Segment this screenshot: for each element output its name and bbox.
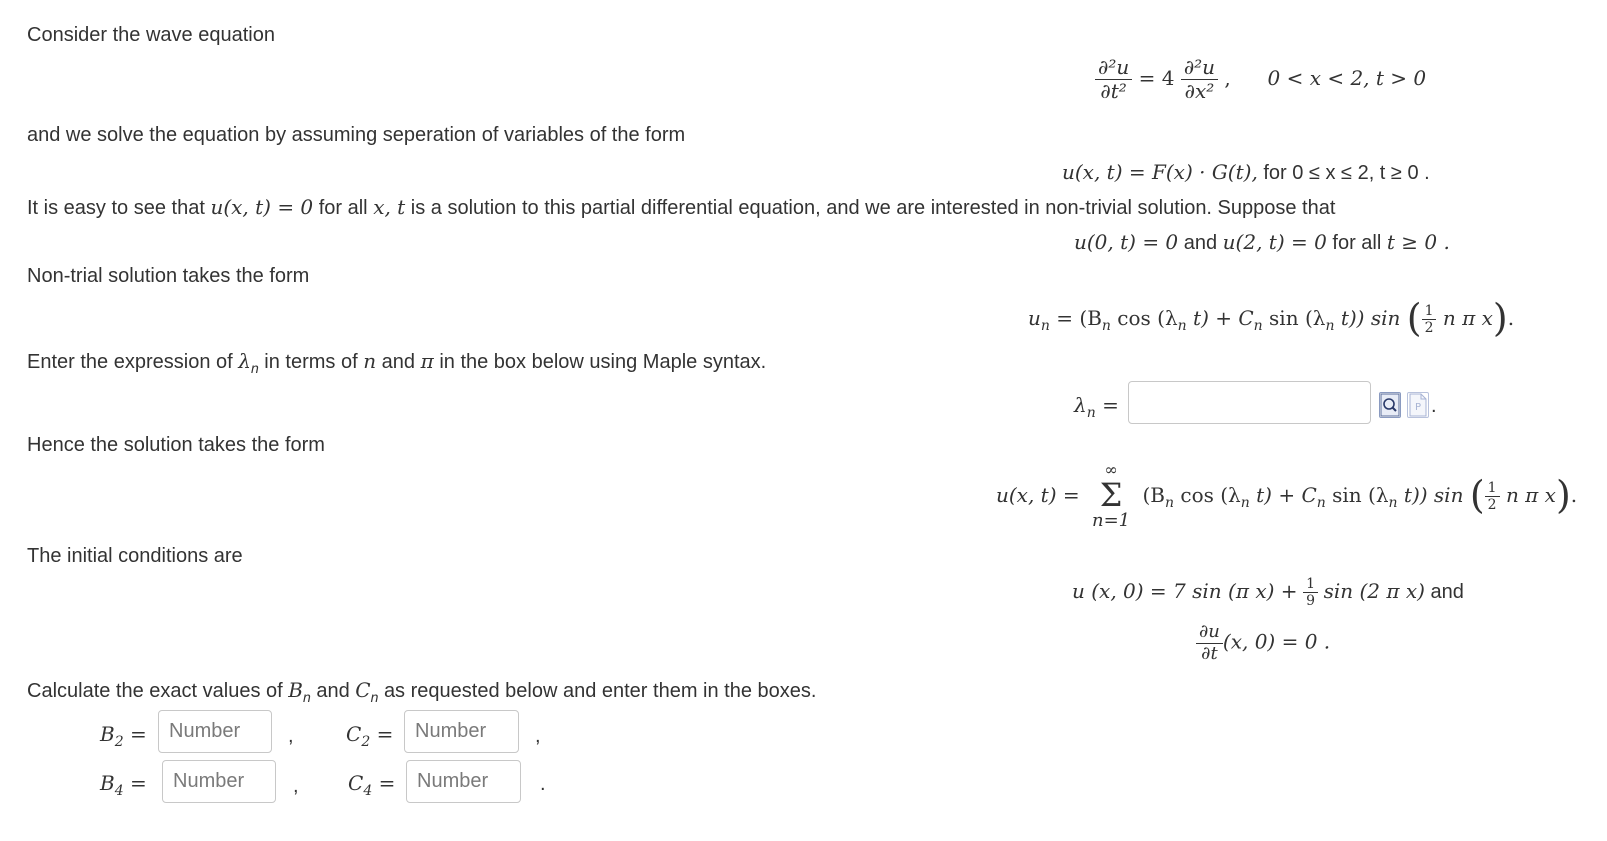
intro-text: Consider the wave equation — [27, 24, 275, 46]
c2-sub: 2 — [361, 734, 371, 750]
lambda-trailing-period: . — [1431, 395, 1437, 417]
c2-eq: = — [376, 722, 394, 746]
un-t1: t) + C — [1193, 306, 1254, 330]
wave-comma: , — [1224, 66, 1231, 90]
un-open-paren: ( — [1406, 296, 1422, 340]
lambda-label — [1074, 393, 1119, 421]
b2-label — [100, 722, 147, 750]
wave-rhs-num: ∂²u — [1181, 56, 1218, 80]
c2-input[interactable] — [404, 710, 519, 753]
series-end: . — [1570, 483, 1578, 508]
sum-top: ∞ — [1104, 460, 1118, 479]
ic1-rhs: sin (2 π x) — [1323, 578, 1425, 603]
boundary-right: u(2, t) = 0 — [1222, 230, 1327, 254]
wave-rhs-den: ∂x² — [1184, 79, 1215, 103]
wave-coeff: = 4 — [1138, 66, 1175, 90]
b4-comma: , — [293, 775, 299, 797]
calc-b-sub: n — [302, 689, 311, 705]
calc-prefix: Calculate the exact values of — [27, 680, 283, 702]
lambda-label-sym: λ — [1074, 393, 1087, 417]
series-cos: cos (λ — [1180, 483, 1241, 508]
b2-eq: = — [129, 722, 147, 746]
un-lhs: u — [1028, 306, 1041, 330]
b4-eq: = — [129, 771, 147, 795]
separation-equation — [1062, 160, 1430, 185]
series-b-sub: n — [1165, 495, 1175, 512]
ic2-rest: (x, 0) = 0 . — [1222, 629, 1331, 654]
lambda-prompt-pi: π — [420, 349, 434, 373]
trivial-vars: x, t — [373, 195, 406, 219]
calc-c-sub: n — [370, 689, 379, 705]
b4-input[interactable] — [162, 760, 276, 803]
series-l2-sub: n — [1388, 495, 1398, 512]
sum-sym: Σ — [1099, 475, 1123, 514]
un-half-den: 2 — [1424, 320, 1434, 336]
ic2-num: ∂u — [1196, 622, 1223, 644]
ic2-den: ∂t — [1201, 642, 1218, 664]
un-lhs-sub: n — [1040, 318, 1050, 334]
un-l1-sub: n — [1177, 318, 1187, 334]
c4-input[interactable] — [406, 760, 521, 803]
b4-sym: B — [100, 771, 115, 795]
lambda-prompt-sub: n — [250, 360, 259, 376]
trivial-line — [27, 195, 1335, 220]
series-body: (B — [1142, 483, 1165, 508]
un-l2-sub: n — [1325, 318, 1335, 334]
b2-comma: , — [288, 725, 294, 747]
series-half-num: 1 — [1485, 480, 1500, 497]
lambda-input[interactable] — [1128, 381, 1371, 424]
c4-sym: C — [348, 771, 364, 795]
lambda-label-eq: = — [1102, 393, 1119, 417]
b4-sub: 4 — [114, 783, 124, 799]
c2-sym: C — [346, 722, 362, 746]
sum-bot: n=1 — [1092, 510, 1131, 532]
trivial-expr: u(x, t) = 0 — [210, 195, 314, 219]
un-equation — [1028, 296, 1514, 340]
lambda-prompt-mid: in terms of — [264, 351, 358, 373]
wave-lhs-den: ∂t² — [1100, 79, 1127, 103]
calc-and: and — [316, 680, 350, 702]
calc-c: C — [355, 678, 371, 702]
svg-text:P: P — [1414, 402, 1422, 413]
initial-condition-2 — [1196, 622, 1330, 664]
lambda-prompt — [27, 349, 766, 376]
un-b-sub: n — [1101, 318, 1111, 334]
series-close-paren: ) — [1555, 473, 1571, 518]
boundary-forall: for all — [1332, 232, 1382, 254]
boundary-and: and — [1183, 232, 1218, 254]
c4-eq: = — [378, 771, 396, 795]
trivial-prefix: It is easy to see that — [27, 197, 205, 219]
calc-b: B — [288, 678, 303, 702]
series-sin: sin (λ — [1332, 483, 1389, 508]
b2-sub: 2 — [114, 734, 124, 750]
un-half-num: 1 — [1422, 303, 1437, 320]
wave-domain: 0 < x < 2, t > 0 — [1267, 66, 1427, 90]
un-cos: cos (λ — [1117, 306, 1178, 330]
un-body: = (B — [1056, 306, 1102, 330]
lambda-prompt-suffix: in the box below using Maple syntax. — [439, 351, 767, 373]
un-end: . — [1507, 306, 1515, 330]
lambda-prompt-and: and — [381, 351, 416, 373]
series-tail: n π x — [1505, 483, 1556, 508]
nontrial-text: Non-trial solution takes the form — [27, 265, 310, 287]
separation-eq: u(x, t) = F(x) · G(t), — [1062, 160, 1258, 184]
initial-condition-1 — [1072, 576, 1464, 609]
un-tail: n π x — [1442, 306, 1493, 330]
ic1-lhs: u (x, 0) = 7 sin (π x) + — [1072, 578, 1298, 603]
un-t2: t)) sin — [1340, 306, 1401, 330]
series-lhs: u(x, t) = — [996, 483, 1080, 508]
trivial-suffix: is a solution to this partial differential equation, and we are interested in non-trivial solution. Suppose that — [410, 197, 1336, 219]
magnifier-preview-icon[interactable] — [1379, 392, 1401, 418]
wave-equation — [1095, 56, 1426, 103]
boundary-conditions — [1074, 230, 1450, 255]
separation-text: and we solve the equation by assuming seperation of variables of the form — [27, 124, 686, 146]
series-equation — [996, 462, 1577, 531]
c4-label — [348, 771, 395, 799]
c4-period: . — [540, 773, 546, 795]
b2-sym: B — [100, 722, 115, 746]
document-help-icon[interactable] — [1407, 392, 1429, 418]
wave-lhs-num: ∂²u — [1095, 56, 1132, 80]
separation-domain: for 0 ≤ x ≤ 2, t ≥ 0 . — [1263, 162, 1430, 184]
series-open-paren: ( — [1469, 473, 1485, 518]
b2-input[interactable] — [158, 710, 272, 753]
series-c-sub: n — [1316, 495, 1326, 512]
c2-label — [346, 722, 393, 750]
hence-text: Hence the solution takes the form — [27, 434, 325, 456]
lambda-prompt-n: n — [363, 349, 377, 373]
un-sin: sin (λ — [1269, 306, 1326, 330]
ic1-and: and — [1430, 580, 1464, 603]
calc-suffix: as requested below and enter them in the boxes. — [383, 680, 817, 702]
ic1-frac-num: 1 — [1303, 576, 1318, 593]
boundary-left: u(0, t) = 0 — [1074, 230, 1179, 254]
trivial-middle: for all — [318, 197, 368, 219]
un-close-paren: ) — [1492, 296, 1508, 340]
ic1-frac-den: 9 — [1306, 593, 1316, 610]
lambda-prompt-prefix: Enter the expression of — [27, 351, 233, 373]
b4-label — [100, 771, 147, 799]
series-t2: t)) sin — [1403, 483, 1464, 508]
c4-sub: 4 — [363, 783, 373, 799]
initial-text: The initial conditions are — [27, 545, 243, 567]
lambda-label-sub: n — [1086, 405, 1096, 421]
boundary-tcond: t ≥ 0 . — [1386, 230, 1450, 254]
c2-comma: , — [535, 725, 541, 747]
calc-text — [27, 678, 816, 705]
series-t1: t) + C — [1256, 483, 1317, 508]
un-c-sub: n — [1253, 318, 1263, 334]
series-l1-sub: n — [1240, 495, 1250, 512]
lambda-prompt-sym: λ — [238, 349, 251, 373]
series-half-den: 2 — [1487, 497, 1497, 514]
